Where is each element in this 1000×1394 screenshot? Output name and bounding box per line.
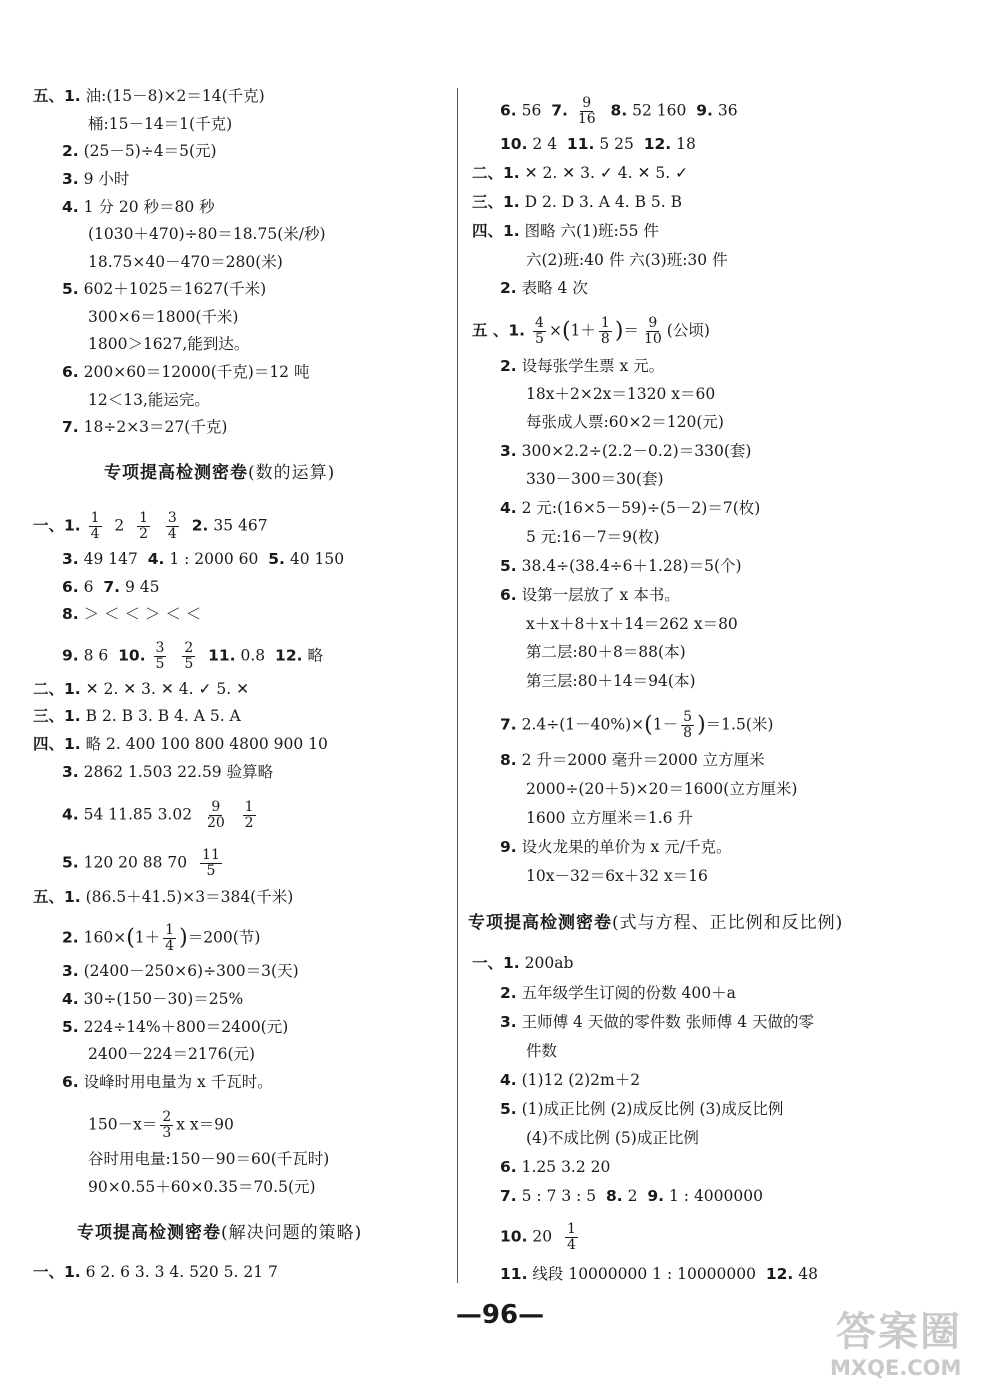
answer-line: 四、1. 图略 六(1)班:55 件: [472, 222, 659, 240]
answer-line: 第三层:80＋14＝94(本): [526, 672, 696, 690]
answer-line: 1800＞1627,能到达。: [88, 335, 250, 353]
answer-line: 6. 1.25 3.2 20: [500, 1158, 611, 1176]
fraction: $\frac{3}{5}$: [155, 640, 165, 672]
answer-line: 6. 56 7. $\frac{9}{16}$ 8. 52 160 9. 36: [500, 95, 738, 127]
answer-line: 件数: [526, 1042, 558, 1060]
fraction: $\frac{1}{8}$: [600, 315, 610, 347]
fraction: $\frac{1}{2}$: [139, 510, 149, 542]
fraction: $\frac{3}{4}$: [167, 510, 177, 542]
section-heading: 专项提高检测密卷(解决问题的策略): [77, 1223, 363, 1243]
answer-line: 10. 20 $\frac{1}{4}$: [500, 1221, 576, 1253]
fraction: $\frac{1}{4}$: [90, 510, 100, 542]
answer-line: 4. 1 分 20 秒＝80 秒: [62, 198, 215, 216]
answer-line: 6. 200×60＝12000(千克)＝12 吨: [62, 363, 310, 381]
answer-line: 150－x＝ $\frac{2}{3}$ x x＝90: [88, 1109, 234, 1141]
page-number: —96—: [455, 1300, 545, 1330]
answer-line: 第二层:80＋8＝88(本): [526, 643, 686, 661]
answer-line: 2. 设每张学生票 x 元。: [500, 357, 665, 375]
answer-line: 4. 2 元:(16×5－59)÷(5－2)＝7(枚): [500, 499, 761, 517]
fraction: $\frac{1}{4}$: [165, 922, 175, 954]
fraction: $\frac{4}{5}$: [535, 315, 544, 347]
fraction: $\frac{2}{3}$: [162, 1109, 172, 1141]
watermark-logo: [830, 1300, 995, 1388]
answer-line: 五、1. (86.5＋41.5)×3＝384(千米): [33, 888, 294, 906]
answer-line: 六(2)班:40 件 六(3)班:30 件: [526, 251, 728, 269]
watermark-url: MXQE.COM: [830, 1356, 962, 1380]
fraction: $\frac{11}{5}$: [202, 847, 220, 879]
answer-line: 18x＋2×2x＝1320 x＝60: [526, 385, 716, 403]
answer-line: 2. (25－5)÷4＝5(元): [62, 142, 217, 160]
answer-line: 5. 38.4÷(38.4÷6＋1.28)＝5(个): [500, 557, 742, 575]
answer-line: 4. 54 11.85 3.02 $\frac{9}{20}$ $\frac{1}{2}$: [62, 799, 254, 831]
answer-line: 8. 2 升＝2000 毫升＝2000 立方厘米: [500, 751, 765, 769]
fraction: $\frac{5}{8}$: [683, 709, 693, 741]
answer-line: 1600 立方厘米＝1.6 升: [526, 809, 693, 827]
answer-line: 9. 设火龙果的单价为 x 元/千克。: [500, 838, 732, 856]
answer-line: 4. (1)12 (2)2m＋2: [500, 1071, 641, 1089]
watermark-text: 答案圈: [836, 1309, 962, 1355]
answer-line: 3. 49 147 4. 1 : 2000 60 5. 40 150: [62, 550, 345, 568]
answer-line: 6. 6 7. 9 45: [62, 578, 160, 596]
answer-line: 9. 8 6 10. $\frac{3}{5}$ $\frac{2}{5}$ 11. 0.8 12. 略: [62, 640, 323, 672]
answer-line: 三、1. D 2. D 3. A 4. B 5. B: [472, 193, 683, 211]
answer-line: (4)不成比例 (5)成正比例: [526, 1129, 699, 1147]
section-heading: 专项提高检测密卷(数的运算): [104, 463, 336, 483]
answer-line: 3. 王师傅 4 天做的零件数 张师傅 4 天做的零: [500, 1013, 814, 1031]
answer-line: 3. (2400－250×6)÷300＝3(天): [62, 962, 299, 980]
answer-line: 2. 表略 4 次: [500, 279, 588, 297]
answer-line: 12＜13,能运完。: [88, 391, 210, 409]
answer-line: 330－300＝30(套): [526, 470, 664, 488]
answer-line: 3. 2862 1.503 22.59 验算略: [62, 763, 274, 781]
answer-line: 一、1. 200ab: [472, 954, 574, 972]
answer-line: 四、1. 略 2. 400 100 800 4800 900 10: [33, 735, 328, 753]
answer-line: 谷时用电量:150－90＝60(千瓦时): [88, 1150, 330, 1168]
answer-line: 6. 设峰时用电量为 x 千瓦时。: [62, 1073, 273, 1091]
answer-line: 10x－32＝6x＋32 x＝16: [526, 867, 708, 885]
answer-line: 3. 9 小时: [62, 170, 130, 188]
fraction: $\frac{1}{4}$: [567, 1221, 576, 1253]
section-heading: 专项提高检测密卷(式与方程、正比例和反比例): [468, 913, 844, 933]
answer-line: 90×0.55＋60×0.35＝70.5(元): [88, 1178, 316, 1196]
answer-line: 五、1. 油:(15－8)×2＝14(千克): [33, 87, 265, 105]
answer-line: 桶:15－14＝1(千克): [88, 115, 233, 133]
answer-line: 5. 120 20 88 70 $\frac{11}{5}$: [62, 847, 220, 879]
answer-line: 7. 2.4÷(1－40%)×(1－ $\frac{5}{8}$ )＝1.5(米): [500, 709, 774, 741]
answer-line: 五 、1. $\frac{4}{5}$ ×(1＋ $\frac{1}{8}$ )＝ $\frac{9}{10}$ (公顷): [472, 315, 710, 347]
column-divider: [457, 88, 458, 1283]
answer-line: 每张成人票:60×2＝120(元): [526, 413, 724, 431]
answer-line: 6. 设第一层放了 x 本书。: [500, 586, 680, 604]
answer-line: 7. 18÷2×3＝27(千克): [62, 418, 228, 436]
answer-line: 2000÷(20＋5)×20＝1600(立方厘米): [526, 780, 798, 798]
fraction: $\frac{9}{16}$: [577, 95, 596, 127]
answer-line: 18.75×40－470＝280(米): [88, 253, 283, 271]
answer-line: 3. 300×2.2÷(2.2－0.2)＝330(套): [500, 442, 752, 460]
answer-line: 5. 224÷14%＋800＝2400(元): [62, 1018, 289, 1036]
answer-line: 4. 30÷(150－30)＝25%: [62, 990, 244, 1008]
answer-line: 7. 5 : 7 3 : 5 8. 2 9. 1 : 4000000: [500, 1187, 763, 1205]
fraction: $\frac{9}{10}$: [643, 315, 662, 347]
answer-line: 二、1. ✕ 2. ✕ 3. ✓ 4. ✕ 5. ✓: [472, 164, 689, 182]
answer-line: 5 元:16－7＝9(枚): [526, 528, 660, 546]
answer-line: 2. 五年级学生订阅的份数 400＋a: [500, 984, 736, 1002]
fraction: $\frac{2}{5}$: [184, 640, 194, 672]
answer-line: 8. ＞ ＜ ＜ ＞ ＜ ＜: [62, 605, 202, 623]
answer-line: 300×6＝1800(千米): [88, 308, 239, 326]
fraction: $\frac{9}{20}$: [206, 799, 225, 831]
answer-line: 11. 线段 10000000 1 : 10000000 12. 48: [500, 1265, 818, 1283]
answer-line: 二、1. ✕ 2. ✕ 3. ✕ 4. ✓ 5. ✕: [33, 680, 250, 698]
answer-line: 5. 602＋1025＝1627(千米): [62, 280, 267, 298]
answer-line: 一、1. 6 2. 6 3. 3 4. 520 5. 21 7: [33, 1263, 278, 1281]
answer-line: 2400－224＝2176(元): [88, 1045, 256, 1063]
answer-line: 三、1. B 2. B 3. B 4. A 5. A: [33, 707, 241, 725]
answer-line: 5. (1)成正比例 (2)成反比例 (3)成反比例: [500, 1100, 784, 1118]
answer-line: 2. 160×(1＋ $\frac{1}{4}$ )＝200(节): [62, 922, 261, 954]
answer-line: 10. 2 4 11. 5 25 12. 18: [500, 135, 696, 153]
answer-line: (1030＋470)÷80＝18.75(米/秒): [88, 225, 326, 243]
answer-line: 一、1. $\frac{1}{4}$ 2 $\frac{1}{2}$ $\frac{3}{4}$ 2. 35 467: [33, 510, 268, 542]
answer-line: x＋x＋8＋x＋14＝262 x＝80: [526, 615, 738, 633]
fraction: $\frac{1}{2}$: [244, 799, 254, 831]
